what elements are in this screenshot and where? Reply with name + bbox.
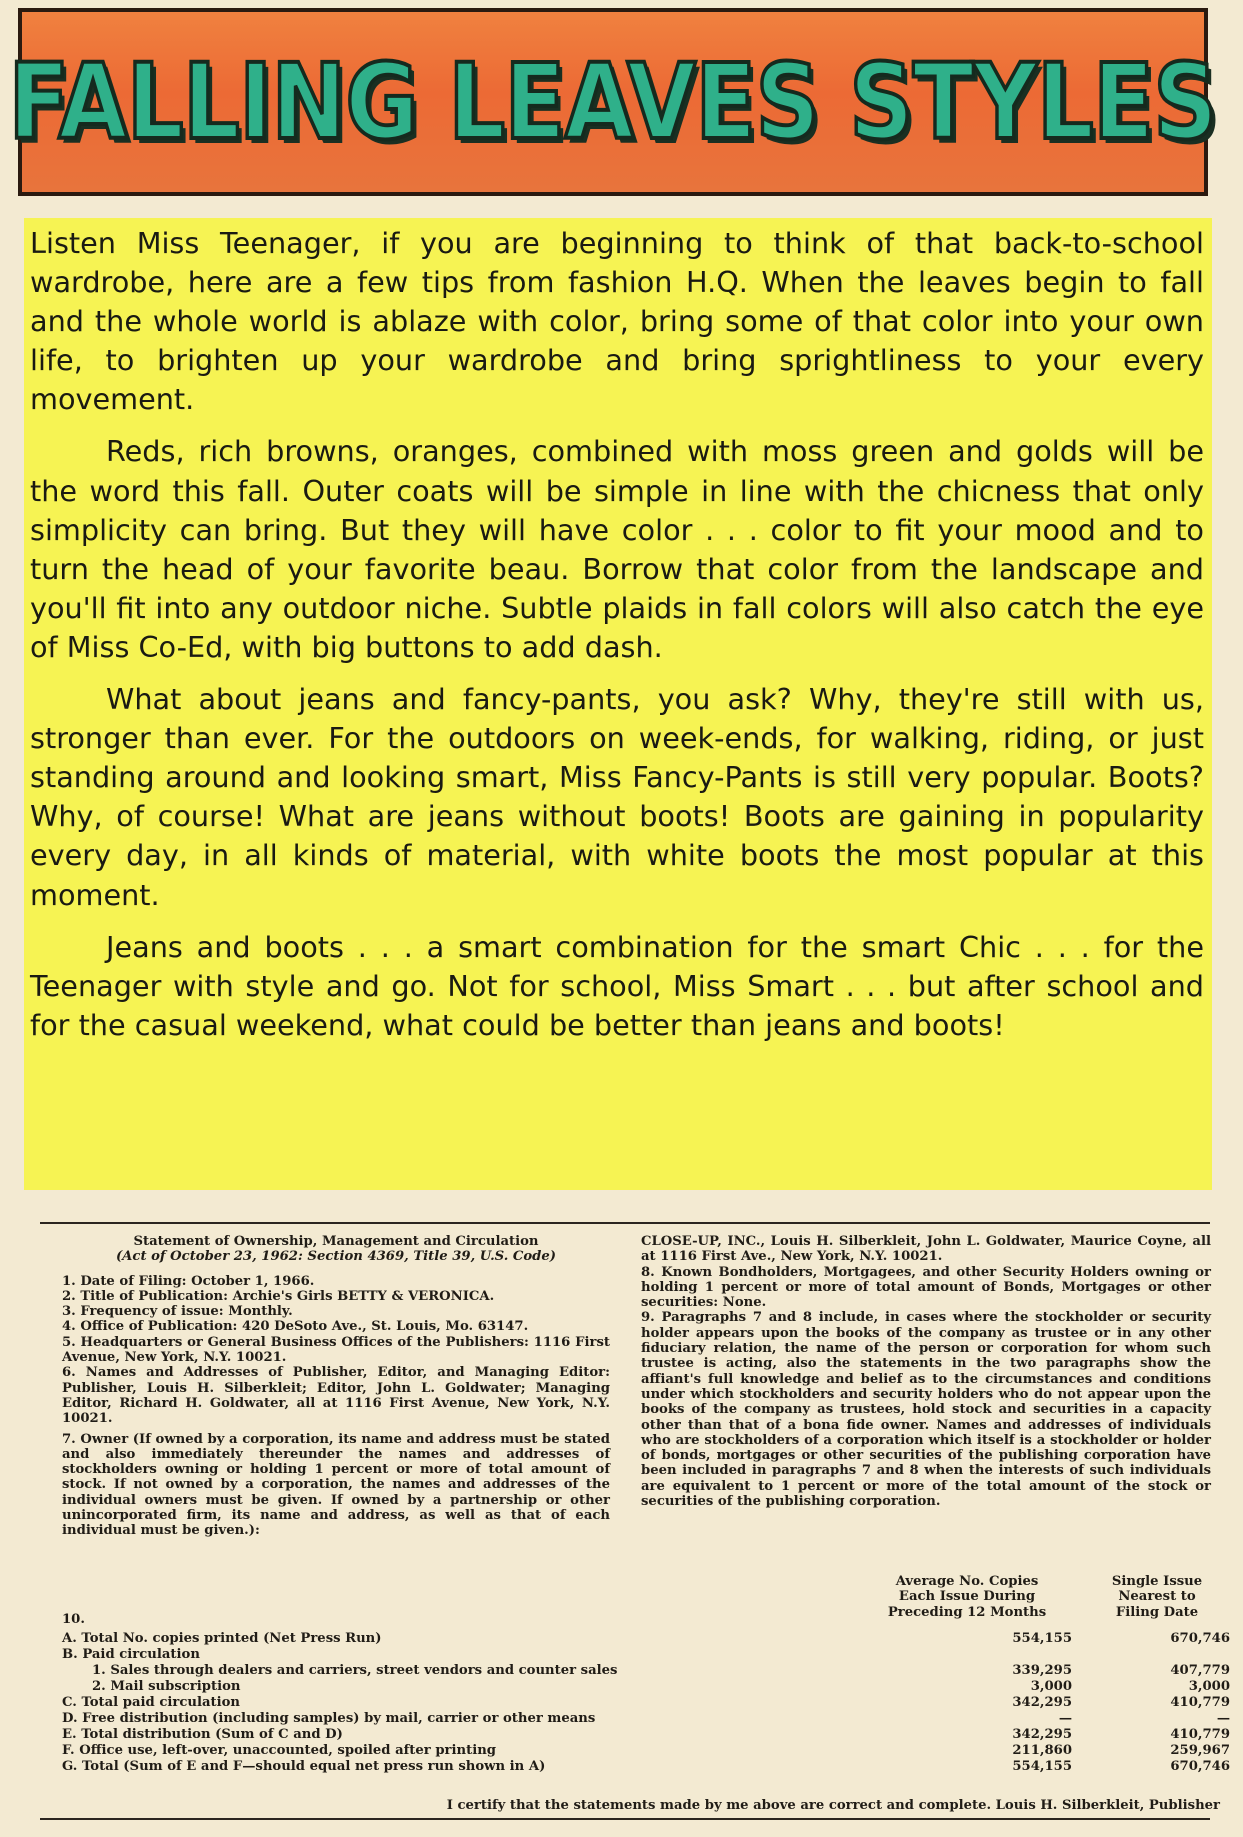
table-row [62, 1711, 1230, 1727]
statement-right-column [641, 1234, 1211, 1509]
statement-item-5: 5. Headquarters or General Business Offices of the Publishers: 1116 First Avenue, New York, N.Y. 10021. [62, 1334, 610, 1366]
column-header-line: Nearest to [1118, 1589, 1196, 1605]
statement-item-1: 1. Date of Filing: October 1, 1966. [62, 1273, 315, 1289]
table-row [62, 1647, 1212, 1663]
article-paragraph: Listen Miss Teenager, if you are beginning to think of that back-to-school wardrobe, here are a few tips from fashion H.Q. When the leaves begin to fall and the whole world is ablaze with color, bring some of that color into your own life, to brighten up your wardrobe and bring sprightliness to your every movement. [30, 226, 1204, 417]
column-header-line: Single Issue [1111, 1574, 1203, 1589]
row-single: — [1216, 1711, 1230, 1726]
column-header-line: Preceding 12 Months [887, 1604, 1047, 1620]
column-header-line: Each Issue During [898, 1589, 1036, 1605]
table-row [62, 1663, 1230, 1679]
statement-item-6: 6. Names and Addresses of Publisher, Editor, and Managing Editor: Publisher, Louis H. Silberkleit; Editor, John L. Goldwater; Managing Editor, Richard H. Goldwater, all at 1116 First Avenue, New York, N.Y. 10021. [62, 1365, 610, 1427]
statement-item-2: 2. Title of Publication: Archie's Girls BETTY & VERONICA. [62, 1288, 495, 1304]
row-average: 3,000 [1030, 1679, 1072, 1694]
statement-item-7: 7. Owner (If owned by a corporation, its name and address must be stated and also immediately thereunder the names and addresses of stockholders owning or holding 1 percent or more of total amount of stock. If not owned by a corporation, the names and addresses of the individual owners must be given. If owned by a partnership or other unincorporated firm, its name and address, as well as that of each individual must be given.): [62, 1431, 610, 1539]
title-banner [8, 8, 1218, 196]
table-row [62, 1631, 1230, 1647]
table-row [62, 1679, 1230, 1695]
row-label: E. Total distribution (Sum of C and D) [62, 1727, 343, 1742]
row-average: — [1058, 1711, 1072, 1726]
statement-owner: CLOSE-UP, INC., Louis H. Silberkleit, John L. Goldwater, Maurice Coyne, all at 1116 First Ave., New York, N.Y. 10021. [641, 1234, 1211, 1265]
row-label: F. Office use, left-over, unaccounted, spoiled after printing [62, 1743, 497, 1758]
row-single: 407,779 [1170, 1663, 1230, 1678]
page-title: FALLING LEAVES STYLES [8, 41, 1218, 163]
row-average: 211,860 [1012, 1743, 1072, 1758]
row-single: 670,746 [1170, 1631, 1230, 1646]
row-label: B. Paid circulation [62, 1647, 200, 1662]
statement-heading: Statement of Ownership, Management and Circulation [133, 1234, 539, 1249]
column-header-average [852, 1574, 1082, 1620]
row-label: 1. Sales through dealers and carriers, street vendors and counter sales [92, 1663, 618, 1678]
statement-item-4: 4. Office of Publication: 420 DeSoto Ave., St. Louis, Mo. 63147. [62, 1319, 529, 1335]
column-header-line: Filing Date [1115, 1604, 1199, 1620]
row-label: D. Free distribution (including samples) by mail, carrier or other means [62, 1711, 596, 1726]
statement-left-column [62, 1234, 610, 1539]
certification-line: I certify that the statements made by me above are correct and complete. Louis H. Silberkleit, Publisher [446, 1798, 1220, 1813]
row-single: 259,967 [1170, 1743, 1230, 1758]
article-body [24, 218, 1212, 1190]
article-paragraph: Jeans and boots . . . a smart combination for the smart Chic . . . for the Teenager with style and go. Not for school, Miss Smart . . . but after school and for the casual weekend, what could be better than jeans and boots! [30, 929, 1204, 1042]
row-average: 554,155 [1012, 1759, 1072, 1774]
row-label: A. Total No. copies printed (Net Press Run) [62, 1631, 382, 1646]
table-row [62, 1727, 1230, 1743]
row-single: 410,779 [1170, 1695, 1230, 1710]
statement-act: (Act of October 23, 1962: Section 4369, Title 39, U.S. Code) [115, 1249, 557, 1265]
row-average: 342,295 [1012, 1727, 1072, 1742]
row-single: 3,000 [1188, 1679, 1230, 1694]
statement-item-3: 3. Frequency of issue: Monthly. [62, 1304, 293, 1320]
row-average: 554,155 [1012, 1631, 1072, 1646]
table-row [62, 1759, 1230, 1775]
divider-rule [40, 1222, 1210, 1224]
row-average: 339,295 [1012, 1663, 1072, 1678]
statement-item-9: 9. Paragraphs 7 and 8 include, in cases where the stockholder or security holder appears upon the books of the company as trustee or in any other fiduciary relation, the name of the person or corporation for whom such trustee is acting, also the statements in the two paragraphs show the affiant's full knowledge and belief as to the circumstances and conditions under which stockholders and security holders who do not appear upon the books of the company as trustees, hold stock and securities in a capacity other than that of a bona fide owner. Names and addresses of individuals who are stockholders of a corporation which itself is a stockholder or holder of bonds, mortgages or other securities of the publishing corporation have been included in paragraphs 7 and 8 when the interests of such individuals are equivalent to 1 percent or more of the total amount of the stock or securities of the publishing corporation. [641, 1310, 1211, 1510]
divider-rule [40, 1818, 1210, 1820]
article-paragraph: What about jeans and fancy-pants, you ask? Why, they're still with us, stronger than ever. For the outdoors on week-ends, for walking, riding, or just standing around and looking smart, Miss Fancy-Pants is still very popular. Boots? Why, of course! What are jeans without boots! Boots are gaining in popularity every day, in all kinds of material, with white boots the most popular at this moment. [30, 682, 1204, 912]
row-average: 342,295 [1012, 1695, 1072, 1710]
table-row [62, 1743, 1230, 1759]
column-header-line: Average No. Copies [895, 1574, 1039, 1589]
column-header-single [1082, 1574, 1232, 1620]
statement-item-8: 8. Known Bondholders, Mortgagees, and other Security Holders owning or holding 1 percent or more of total amount of Bonds, Mortgages or other securities: None. [641, 1264, 1211, 1311]
article-paragraph: Reds, rich browns, oranges, combined with moss green and golds will be the word this fall. Outer coats will be simple in line with the chicness that only simplicity can bring. But they will have color . . . color to fit your mood and to turn the head of your favorite beau. Borrow that color from the landscape and you'll fit into any outdoor niche. Subtle plaids in fall colors will also catch the eye of Miss Co-Ed, with big buttons to add dash. [30, 434, 1204, 664]
section-number: 10. [62, 1612, 85, 1627]
row-single: 670,746 [1170, 1759, 1230, 1774]
row-label: G. Total (Sum of E and F—should equal net press run shown in A) [62, 1759, 546, 1774]
table-row [62, 1695, 1230, 1711]
row-label: 2. Mail subscription [92, 1679, 241, 1694]
row-single: 410,779 [1170, 1727, 1230, 1742]
row-label: C. Total paid circulation [62, 1695, 241, 1710]
